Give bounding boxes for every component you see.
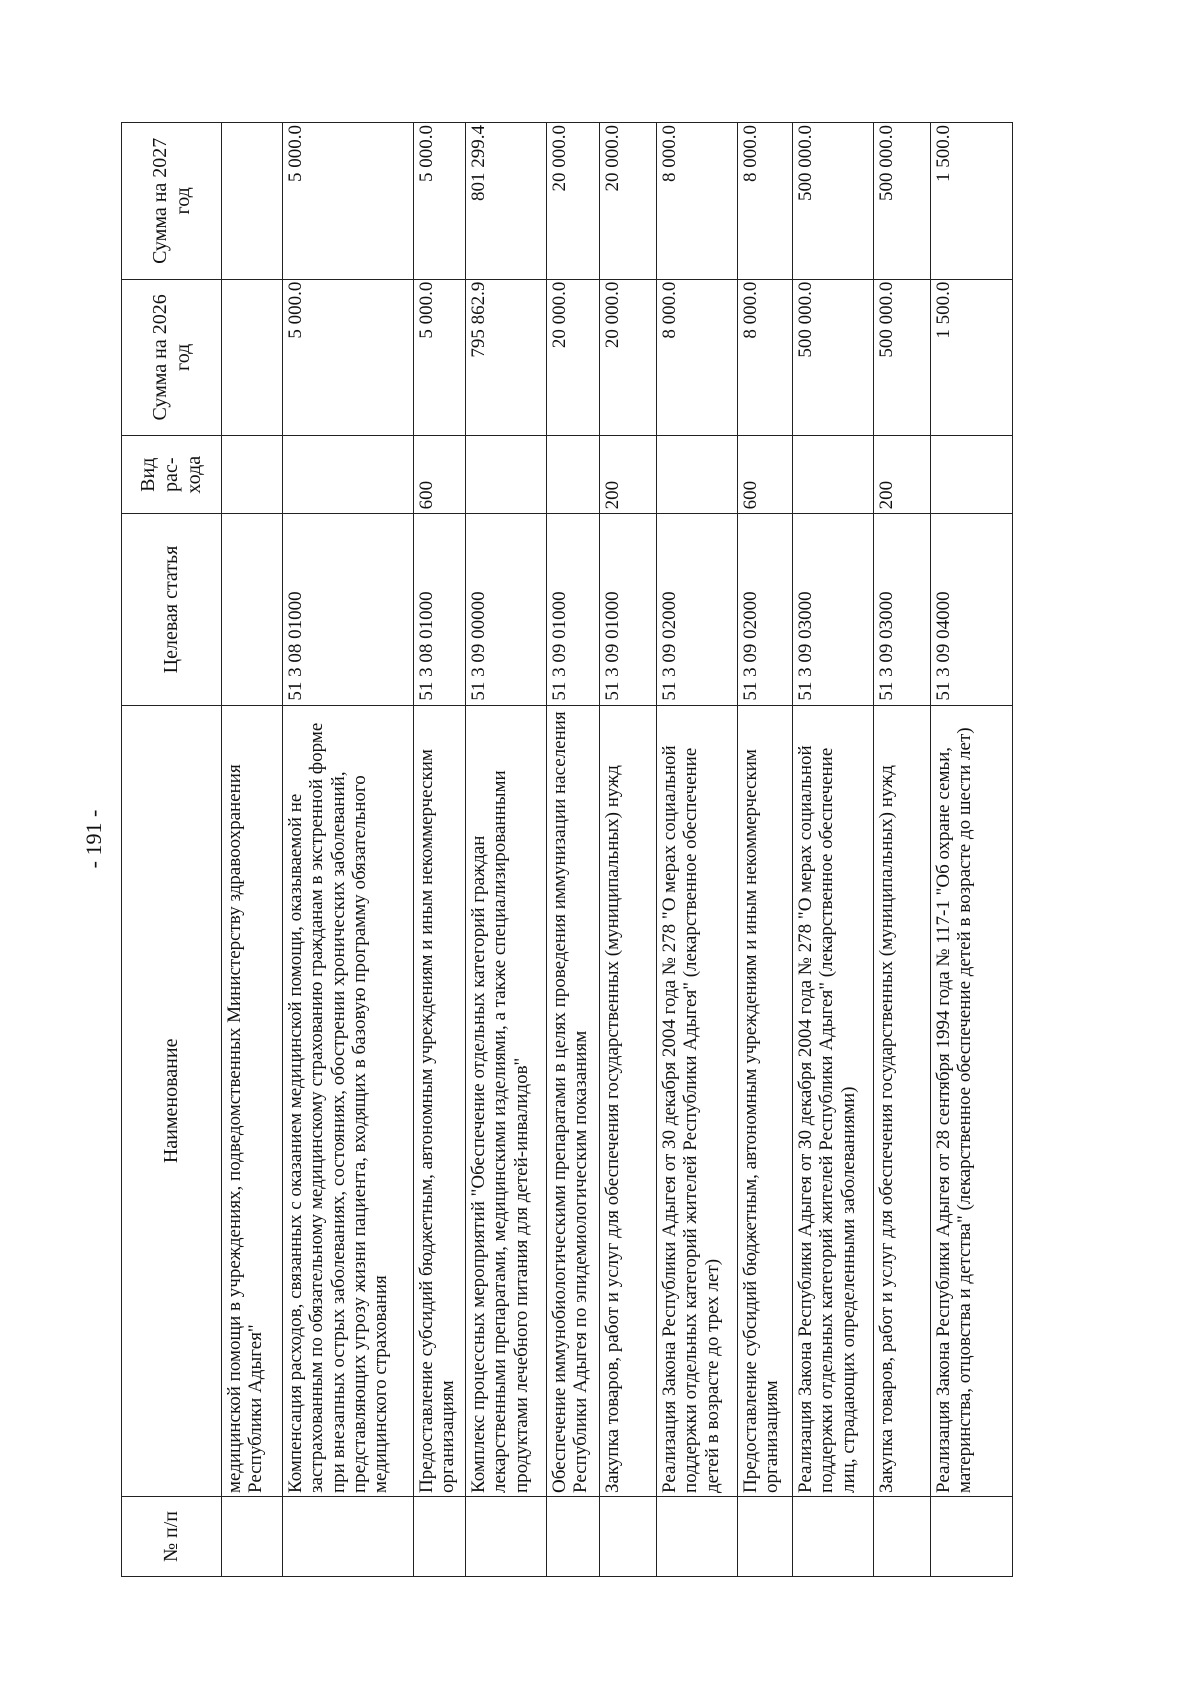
cell-sum-2026 (222, 279, 283, 436)
cell-sum-2026: 500 000.0 (793, 279, 874, 436)
cell-code: 51 3 08 01000 (414, 514, 466, 705)
cell-name: Закупка товаров, работ и услуг для обеспечения государственных (муниципальных) нужд (600, 705, 657, 1496)
cell-sum-2027: 20 000.0 (547, 123, 600, 280)
cell-vid: 600 (414, 436, 466, 514)
cell-num (414, 1497, 466, 1577)
cell-sum-2026: 20 000.0 (600, 279, 657, 436)
cell-vid (793, 436, 874, 514)
cell-code: 51 3 09 03000 (793, 514, 874, 705)
cell-code (222, 514, 283, 705)
header-num: № п/п (122, 1497, 222, 1577)
cell-vid (547, 436, 600, 514)
table-row (600, 123, 657, 1577)
table-row (738, 123, 793, 1577)
cell-name: Реализация Закона Республики Адыгея от 30 декабря 2004 года № 278 "О мерах социальной поддержки отдельных категорий жителей Республики Адыгея" (лекарственное обеспечение детей в возрасте до трех лет) (657, 705, 738, 1496)
cell-sum-2026: 795 862.9 (466, 279, 547, 436)
cell-vid (931, 436, 1013, 514)
cell-sum-2026: 20 000.0 (547, 279, 600, 436)
cell-code: 51 3 09 01000 (600, 514, 657, 705)
cell-sum-2026: 500 000.0 (874, 279, 931, 436)
cell-num (657, 1497, 738, 1577)
cell-sum-2027: 5 000.0 (283, 123, 414, 280)
cell-num (547, 1497, 600, 1577)
cell-code: 51 3 09 03000 (874, 514, 931, 705)
cell-code: 51 3 09 01000 (547, 514, 600, 705)
cell-name: Компенсация расходов, связанных с оказанием медицинской помощи, оказываемой не застрахованным по обязательному медицинскому страхованию гражданам в экстренной форме при внезапных острых заболеваниях, состояниях, обострении хронических заболеваний, представляющих угрозу жизни пациента, входящих в базовую программу обязательного медицинского страхования (283, 705, 414, 1496)
cell-sum-2027: 801 299.4 (466, 123, 547, 280)
cell-num (931, 1497, 1013, 1577)
cell-num (283, 1497, 414, 1577)
cell-num (466, 1497, 547, 1577)
header-name: Наименование (122, 705, 222, 1496)
cell-vid (283, 436, 414, 514)
page-number: - 191 - (81, 809, 106, 869)
cell-vid (657, 436, 738, 514)
cell-sum-2027: 500 000.0 (874, 123, 931, 280)
cell-name: Реализация Закона Республики Адыгея от 30 декабря 2004 года № 278 "О мерах социальной поддержки отдельных категорий жителей Республики Адыгея" (лекарственное обеспечение лиц, страдающих определенными заболеваниями) (793, 705, 874, 1496)
cell-code: 51 3 08 01000 (283, 514, 414, 705)
budget-table-rotated (121, 122, 1054, 1577)
cell-vid (222, 436, 283, 514)
cell-sum-2027: 8 000.0 (738, 123, 793, 280)
cell-vid (466, 436, 547, 514)
header-row (122, 123, 222, 1577)
cell-code: 51 3 09 02000 (657, 514, 738, 705)
cell-sum-2027: 20 000.0 (600, 123, 657, 280)
cell-code: 51 3 09 04000 (931, 514, 1013, 705)
cell-name: Комплекс процессных мероприятий "Обеспечение отдельных категорий граждан лекарственными препаратами, медицинскими изделиями, а также специализированными продуктами лечебного питания для детей-инвалидов" (466, 705, 547, 1496)
header-vid: Вид рас- хода (122, 436, 222, 514)
table-row (931, 123, 1013, 1577)
cell-sum-2027 (222, 123, 283, 280)
table-row (283, 123, 414, 1577)
header-sum-2027: Сумма на 2027 год (122, 123, 222, 280)
budget-table (121, 122, 1013, 1577)
table-row (547, 123, 600, 1577)
cell-sum-2026: 5 000.0 (283, 279, 414, 436)
cell-sum-2026: 1 500.0 (931, 279, 1013, 436)
cell-vid: 200 (600, 436, 657, 514)
table-row (414, 123, 466, 1577)
cell-sum-2027: 8 000.0 (657, 123, 738, 280)
cell-code: 51 3 09 02000 (738, 514, 793, 705)
cell-sum-2027: 5 000.0 (414, 123, 466, 280)
cell-sum-2026: 8 000.0 (738, 279, 793, 436)
cell-sum-2027: 1 500.0 (931, 123, 1013, 280)
cell-name: Закупка товаров, работ и услуг для обеспечения государственных (муниципальных) нужд (874, 705, 931, 1496)
cell-name: медицинской помощи в учреждениях, подведомственных Министерству здравоохранения Республики Адыгея" (222, 705, 283, 1496)
cell-num (793, 1497, 874, 1577)
cell-vid: 600 (738, 436, 793, 514)
cell-sum-2026: 5 000.0 (414, 279, 466, 436)
cell-name: Реализация Закона Республики Адыгея от 28 сентября 1994 года № 117-1 "Об охране семьи, материнства, отцовства и детства" (лекарственное обеспечение детей в возрасте до шести лет) (931, 705, 1013, 1496)
cell-sum-2026: 8 000.0 (657, 279, 738, 436)
cell-vid: 200 (874, 436, 931, 514)
cell-sum-2027: 500 000.0 (793, 123, 874, 280)
table-row (793, 123, 874, 1577)
header-code: Целевая статья (122, 514, 222, 705)
table-row (657, 123, 738, 1577)
cell-num (222, 1497, 283, 1577)
cell-num (874, 1497, 931, 1577)
cell-name: Обеспечение иммунобиологическими препаратами в целях проведения иммунизации населения Республики Адыгея по эпидемиологическим показаниям (547, 705, 600, 1496)
cell-num (600, 1497, 657, 1577)
cell-code: 51 3 09 00000 (466, 514, 547, 705)
table-row (222, 123, 283, 1577)
header-sum-2026: Сумма на 2026 год (122, 279, 222, 436)
cell-name: Предоставление субсидий бюджетным, автономным учреждениям и иным некоммерческим организациям (414, 705, 466, 1496)
cell-num (738, 1497, 793, 1577)
cell-name: Предоставление субсидий бюджетным, автономным учреждениям и иным некоммерческим организациям (738, 705, 793, 1496)
table-row (874, 123, 931, 1577)
table-row (466, 123, 547, 1577)
